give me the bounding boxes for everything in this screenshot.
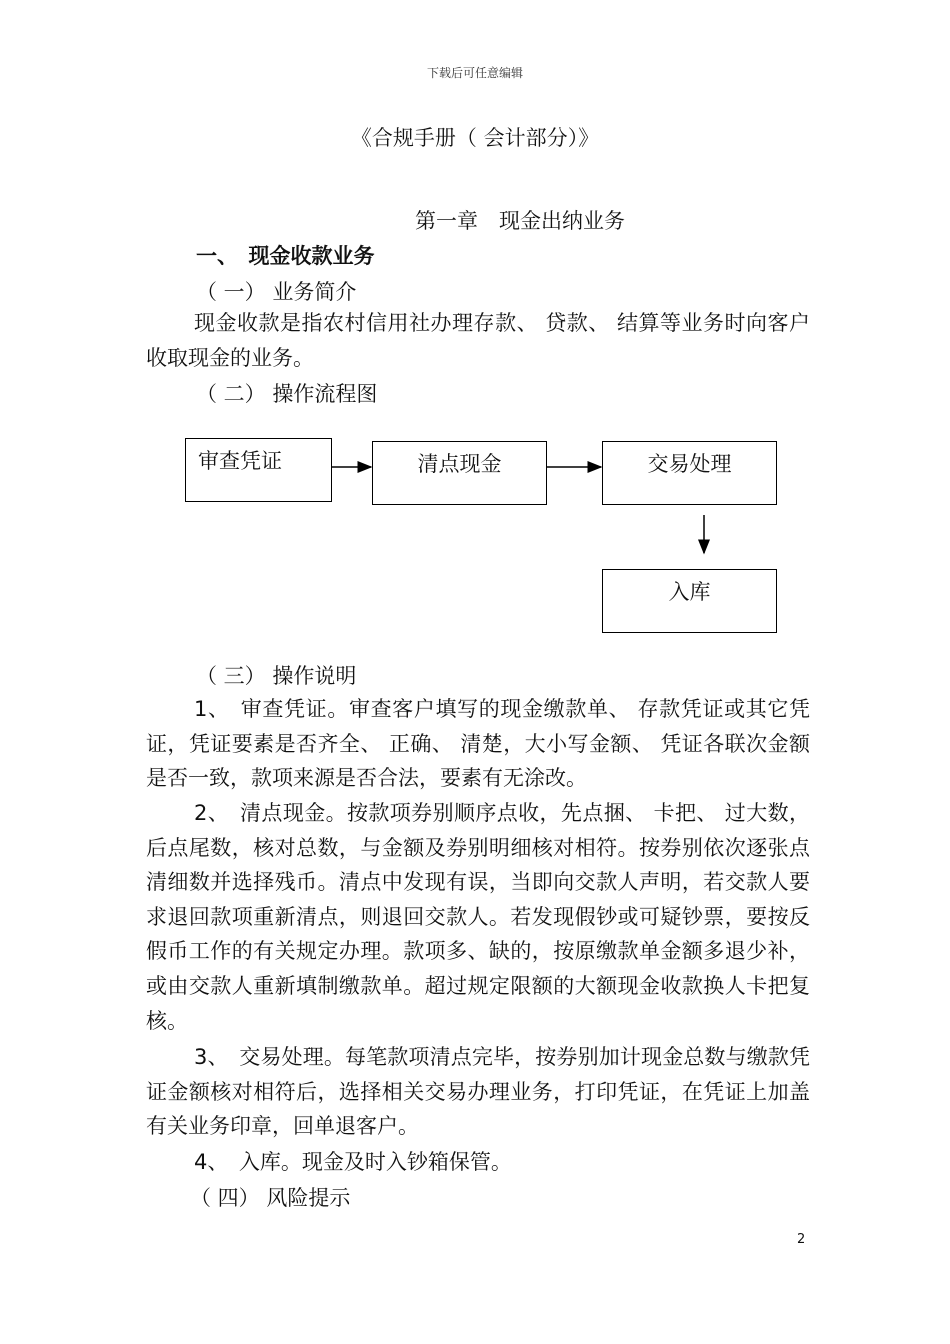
section-title: 一、 现金收款业务 [196,244,375,268]
subsection-flow-heading: （ 二） 操作流程图 [196,382,378,406]
flow-box-label: 清点现金 [417,452,502,476]
step-paragraph-4: 4、 入库。现金及时入钞箱保管。 [194,1150,512,1174]
subsection-intro-heading: （ 一） 业务简介 [196,280,357,304]
flow-box-label: 入库 [668,580,711,604]
step-paragraph-3: 3、 交易处理。每笔款项清点完毕，按券别加计现金总数与缴款凭证金额核对相符后，选择相关交易办理业务，打印凭证，在凭证上加盖有关业务印章，回单退客户。 [146,1045,810,1139]
chapter-title: 第一章 现金出纳业务 [415,209,625,233]
subsection-operation-heading: （ 三） 操作说明 [196,664,357,688]
subsection-risk-heading: （ 四） 风险提示 [190,1186,351,1210]
flow-box-label: 交易处理 [647,452,732,476]
document-title: 《合规手册（ 会计部分）》 [350,126,600,150]
flow-box-label: 审查凭证 [198,449,282,473]
intro-paragraph: 现金收款是指农村信用社办理存款、 贷款、 结算等业务时向客户收取现金的业务。 [146,311,810,370]
step-paragraph-1: 1、 审查凭证。审查客户填写的现金缴款单、 存款凭证或其它凭证，凭证要素是否齐全、 正确、 清楚，大小写金额、 凭证各联次金额是否一致，款项来源是否合法，要素有无涂改。 [146,697,810,791]
page-number: 2 [797,1232,806,1247]
step-paragraph-2: 2、 清点现金。按款项券别顺序点收，先点捆、 卡把、 过大数，后点尾数，核对总数，与金额及券别明细核对相符。按券别依次逐张点清细数并选择残币。清点中发现有误，当即向交款人声明，若交款人要求退回款项重新清点，则退回交款人。若发现假钞或可疑钞票，要按反假币工作的有关规定办理。款项多、缺的，按原缴款单金额多退少补，或由交款人重新填制缴款单。超过规定限额的大额现金收款换人卡把复核。 [146,801,810,1033]
header-note: 下载后可任意编辑 [426,66,523,80]
